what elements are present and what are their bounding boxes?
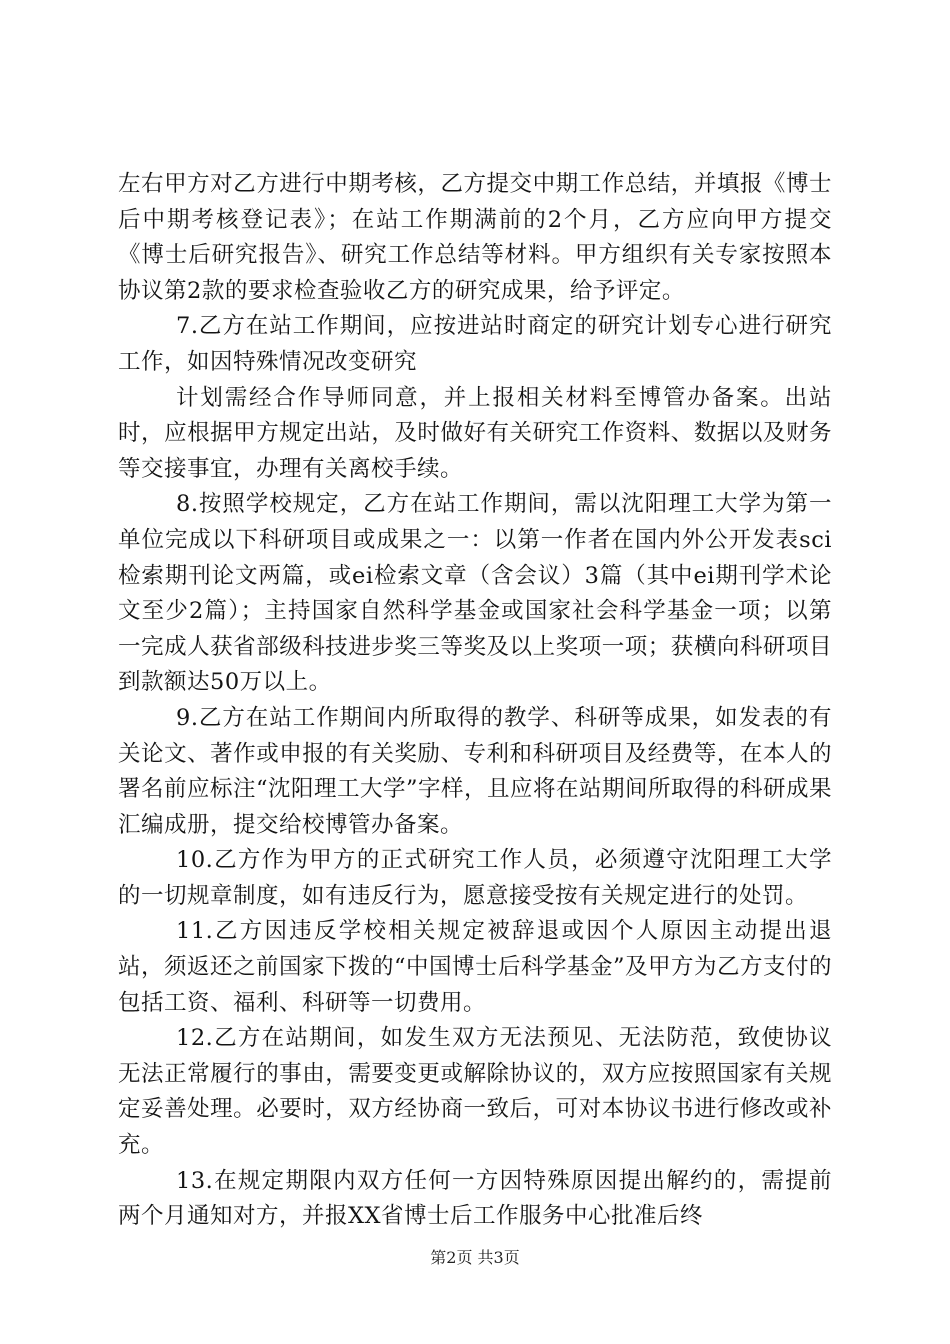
paragraph: 13.在规定期限内双方任何一方因特殊原因提出解约的，需提前两个月通知对方，并报XX省博士后工作服务中心批准后终 [118, 1167, 832, 1230]
paragraph: 左右甲方对乙方进行中期考核，乙方提交中期工作总结，并填报《博士后中期考核登记表》；在站工作期满前的2个月，乙方应向甲方提交《博士后研究报告》、研究工作总结等材料。甲方组织有关专家按照本协议第2款的要求检查验收乙方的研究成果，给予评定。 [118, 171, 832, 304]
paragraph: 10.乙方作为甲方的正式研究工作人员，必须遵守沈阳理工大学的一切规章制度，如有违反行为，愿意接受按有关规定进行的处罚。 [118, 847, 832, 909]
paragraph: 11.乙方因违反学校相关规定被辞退或因个人原因主动提出退站，须返还之前国家下拨的“中国博士后科学基金”及甲方为乙方支付的包括工资、福利、科研等一切费用。 [118, 918, 833, 1016]
paragraph: 9.乙方在站工作期间内所取得的教学、科研等成果，如发表的有关论文、著作或申报的有关奖励、专利和科研项目及经费等，在本人的署名前应标注“沈阳理工大学”字样，且应将在站期间所取得的科研成果汇编成册，提交给校博管办备案。 [118, 704, 833, 838]
paragraph: 8.按照学校规定，乙方在站工作期间，需以沈阳理工大学为第一单位完成以下科研项目或成果之一：以第一作者在国内外公开发表sci检索期刊论文两篇，或ei检索文章（含会议）3篇（其中ei期刊学术论文至少2篇）；主持国家自然科学基金或国家社会科学基金一项；以第一完成人获省部级科技进步奖三等奖及以上奖项一项；获横向科研项目到款额达50万以上。 [118, 491, 832, 696]
paragraph: 计划需经合作导师同意，并上报相关材料至博管办备案。出站时，应根据甲方规定出站，及时做好有关研究工作资料、数据以及财务等交接事宜，办理有关离校手续。 [118, 384, 832, 482]
paragraph: 7.乙方在站工作期间，应按进站时商定的研究计划专心进行研究工作，如因特殊情况改变研究 [118, 313, 832, 375]
document-body [118, 167, 832, 1235]
paragraph: 12.乙方在站期间，如发生双方无法预见、无法防范，致使协议无法正常履行的事由，需要变更或解除协议的，双方应按照国家有关规定妥善处理。必要时，双方经协商一致后，可对本协议书进行修改或补充。 [118, 1025, 832, 1159]
page-footer: 第2页 共3页 [430, 1248, 520, 1267]
